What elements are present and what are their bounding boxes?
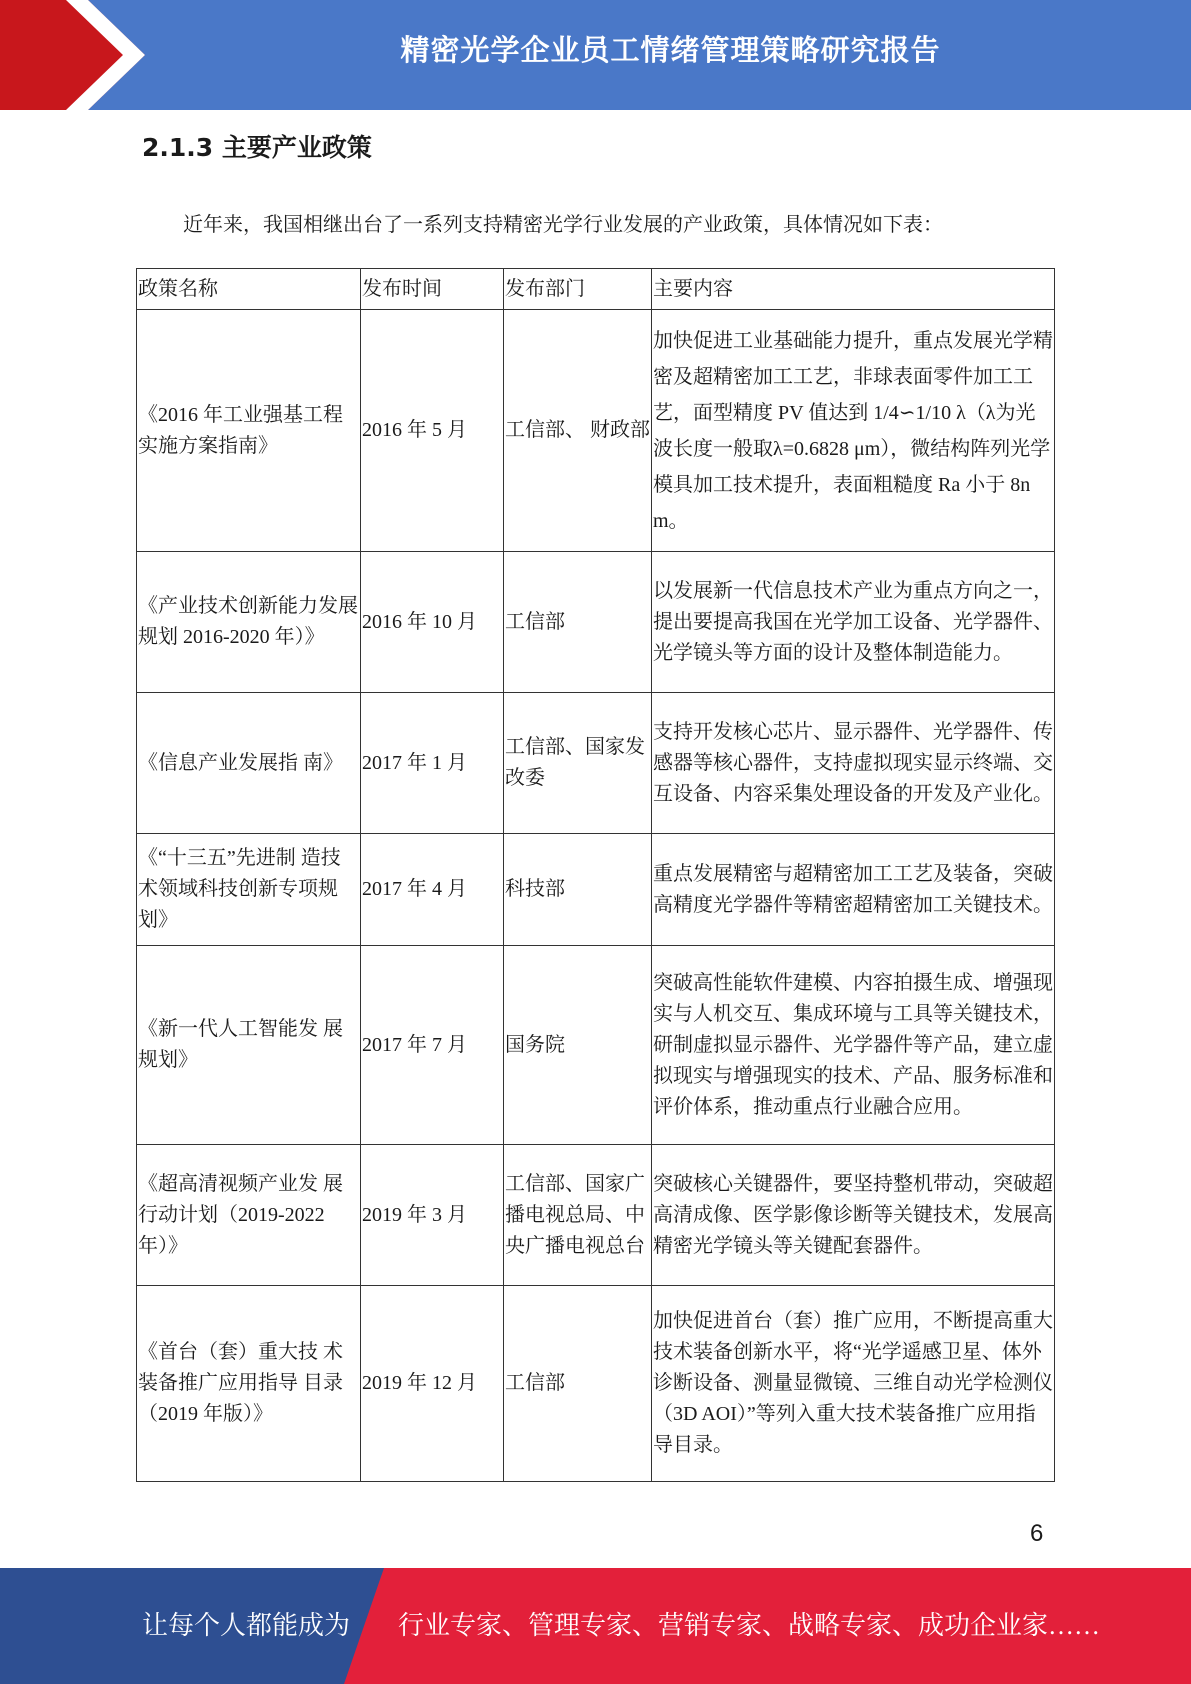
header-cell-policy-name: 政策名称 [137, 269, 361, 310]
table-header-row [137, 269, 1055, 310]
policy-name-cell: 《新一代人工智能发 展规划》 [137, 946, 361, 1145]
footer-slogan-right: 行业专家、管理专家、营销专家、战略专家、成功企业家…… [398, 1611, 1101, 1640]
page-number: 6 [1030, 1520, 1044, 1547]
date-cell: 2019 年 12 月 [361, 1286, 504, 1482]
policy-name-cell: 《2016 年工业强基工程实施方案指南》 [137, 310, 361, 552]
department-cell: 工信部 [504, 1286, 652, 1482]
date-cell: 2017 年 4 月 [361, 834, 504, 946]
table-row [137, 693, 1055, 834]
table-row [137, 834, 1055, 946]
report-title: 精密光学企业员工情绪管理策略研究报告 [400, 33, 941, 67]
header-cell-department: 发布部门 [504, 269, 652, 310]
content-cell: 突破核心关键器件，要坚持整机带动，突破超高清成像、医学影像诊断等关键技术，发展高精密光学镜头等关键配套器件。 [652, 1145, 1055, 1286]
header-banner [0, 0, 1191, 110]
content-cell: 突破高性能软件建模、内容拍摄生成、增强现实与人机交互、集成环境与工具等关键技术，研制虚拟显示器件、光学器件等产品，建立虚拟现实与增强现实的技术、产品、服务标准和评价体系，推动重点行业融合应用。 [652, 946, 1055, 1145]
table-row [137, 1286, 1055, 1482]
content-cell: 重点发展精密与超精密加工工艺及装备，突破高精度光学器件等精密超精密加工关键技术。 [652, 834, 1055, 946]
header-red-arrow-shape [0, 0, 150, 110]
date-cell: 2017 年 7 月 [361, 946, 504, 1145]
policy-name-cell: 《“十三五”先进制 造技术领域科技创新专项规划》 [137, 834, 361, 946]
date-cell: 2017 年 1 月 [361, 693, 504, 834]
policy-name-cell: 《首台（套）重大技 术装备推广应用指导 目录（2019 年版）》 [137, 1286, 361, 1482]
policy-name-cell: 《信息产业发展指 南》 [137, 693, 361, 834]
section-heading: 2.1.3 主要产业政策 [142, 133, 372, 162]
department-cell: 工信部、国家广播电视总局、中央广播电视总台 [504, 1145, 652, 1286]
table-row [137, 310, 1055, 552]
policy-name-cell: 《产业技术创新能力发展规划 2016-2020 年）》 [137, 552, 361, 693]
department-cell: 工信部、 财政部 [504, 310, 652, 552]
content-cell: 加快促进工业基础能力提升，重点发展光学精密及超精密加工工艺，非球表面零件加工工艺，面型精度 PV 值达到 1/4∽1/10 λ（λ为光波长度一般取λ=0.6828 μm），微结构阵列光学模具加工技术提升，表面粗糙度 Ra 小于 8nm。 [652, 310, 1055, 552]
header-cell-date: 发布时间 [361, 269, 504, 310]
department-cell: 工信部、国家发改委 [504, 693, 652, 834]
table-row [137, 946, 1055, 1145]
footer-banner [0, 1568, 1191, 1684]
content-cell: 以发展新一代信息技术产业为重点方向之一，提出要提高我国在光学加工设备、光学器件、光学镜头等方面的设计及整体制造能力。 [652, 552, 1055, 693]
intro-paragraph: 近年来，我国相继出台了一系列支持精密光学行业发展的产业政策，具体情况如下表： [183, 214, 943, 236]
footer-slogan-left: 让每个人都能成为 [142, 1611, 351, 1640]
content-cell: 加快促进首台（套）推广应用，不断提高重大技术装备创新水平，将“光学遥感卫星、体外诊断设备、测量显微镜、三维自动光学检测仪（3D AOI）”等列入重大技术装备推广应用指导目录。 [652, 1286, 1055, 1482]
department-cell: 工信部 [504, 552, 652, 693]
department-cell: 科技部 [504, 834, 652, 946]
date-cell: 2016 年 5 月 [361, 310, 504, 552]
date-cell: 2019 年 3 月 [361, 1145, 504, 1286]
policy-table [136, 268, 1055, 1482]
department-cell: 国务院 [504, 946, 652, 1145]
table-row [137, 1145, 1055, 1286]
date-cell: 2016 年 10 月 [361, 552, 504, 693]
table-row [137, 552, 1055, 693]
content-cell: 支持开发核心芯片、显示器件、光学器件、传感器等核心器件，支持虚拟现实显示终端、交互设备、内容采集处理设备的开发及产业化。 [652, 693, 1055, 834]
policy-name-cell: 《超高清视频产业发 展行动计划（2019-2022 年）》 [137, 1145, 361, 1286]
header-cell-content: 主要内容 [652, 269, 1055, 310]
